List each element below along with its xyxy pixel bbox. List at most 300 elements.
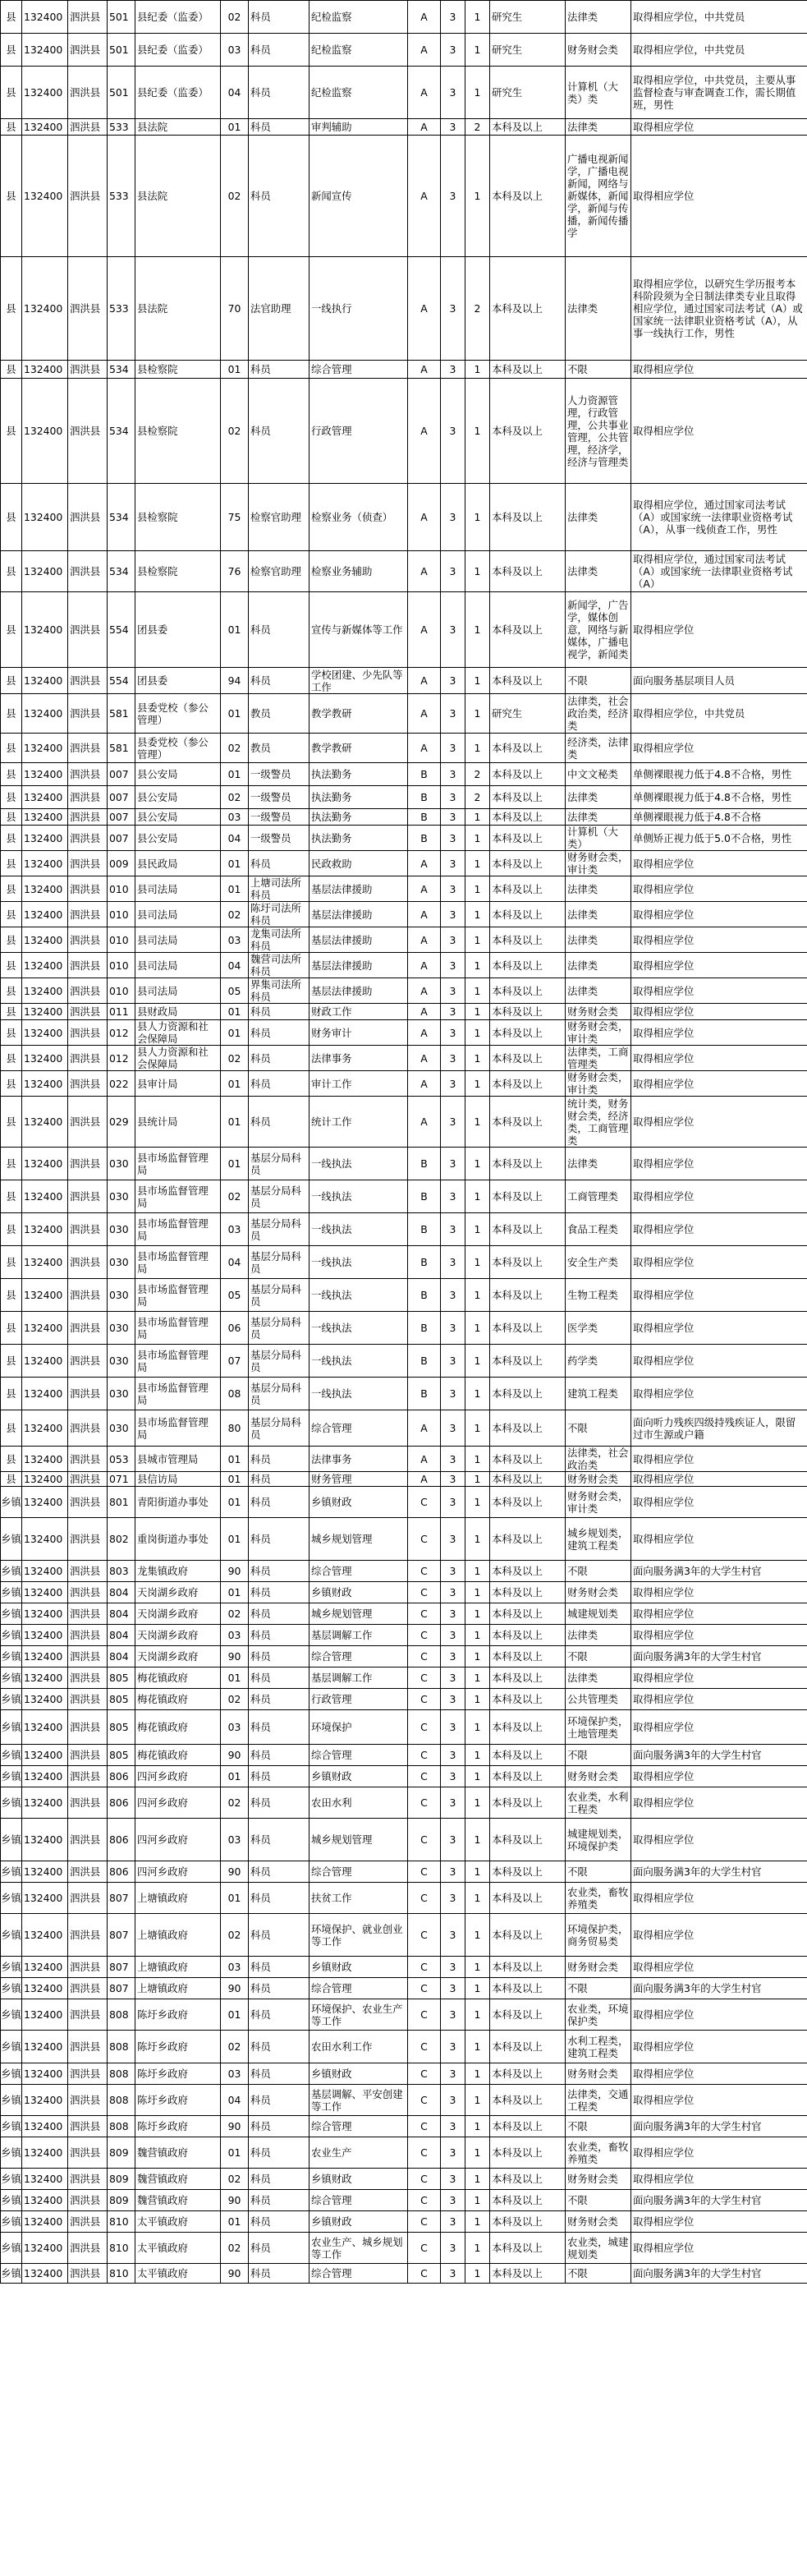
major-cell: 农业类，城建规划类 [566,2233,631,2264]
position-duty-cell: 乡镇财政 [310,2211,408,2233]
exam-class-cell: C [408,2137,441,2169]
level-cell: 县 [1,763,22,786]
table-row [1,1487,807,1518]
position-name-cell: 科员 [249,136,310,257]
education-cell: 本科及以上 [490,1148,566,1180]
position-duty-cell: 民政救助 [310,851,408,876]
table-row [1,1378,807,1410]
level-cell: 乡镇 [1,2031,22,2063]
position-name-cell: 科员 [249,67,310,119]
position-duty-cell: 一线执法 [310,1180,408,1213]
level-cell: 县 [1,1020,22,1046]
education-cell: 本科及以上 [490,1472,566,1487]
major-cell: 城建规划类，环境保护类 [566,1819,631,1861]
exam-class-cell: A [408,1,441,34]
dept-name-cell: 县纪委（监委） [135,1,221,34]
region-code-cell: 132400 [22,902,68,927]
major-cell: 财务财会类，审计类 [566,851,631,876]
region-name-cell: 泗洪县 [68,2031,108,2063]
table-row [1,1046,807,1071]
exam-class-cell: A [408,1472,441,1487]
major-cell: 法律类 [566,484,631,551]
position-code-cell: 02 [221,1603,249,1625]
other-requirements-cell: 取得相应学位 [631,1097,807,1148]
education-cell: 本科及以上 [490,2264,566,2284]
other-requirements-cell: 单侧矫正视力低于5.0不合格，男性 [631,826,807,851]
exam-class-cell: B [408,763,441,786]
education-cell: 本科及以上 [490,2211,566,2233]
dept-name-cell: 县市场监督管理局 [135,1213,221,1246]
level-cell: 县 [1,953,22,978]
position-duty-cell: 行政管理 [310,379,408,484]
count-cell: 1 [465,1020,490,1046]
table-row [1,1472,807,1487]
ratio-cell: 3 [441,851,465,876]
dept-code-cell: 805 [108,1668,135,1689]
region-name-cell: 泗洪县 [68,1312,108,1345]
position-code-cell: 03 [221,1625,249,1646]
other-requirements-cell: 取得相应学位 [631,1914,807,1957]
position-name-cell: 科员 [249,2085,310,2116]
position-name-cell: 科员 [249,1487,310,1518]
ratio-cell: 3 [441,1689,465,1710]
level-cell: 县 [1,826,22,851]
ratio-cell: 3 [441,2085,465,2116]
dept-name-cell: 县市场监督管理局 [135,1410,221,1447]
ratio-cell: 3 [441,953,465,978]
education-cell: 本科及以上 [490,1625,566,1646]
dept-name-cell: 陈圩乡政府 [135,2085,221,2116]
ratio-cell: 3 [441,1668,465,1689]
dept-name-cell: 县纪委（监委） [135,67,221,119]
dept-code-cell: 012 [108,1020,135,1046]
level-cell: 乡镇 [1,1883,22,1914]
position-code-cell: 01 [221,694,249,734]
count-cell: 1 [465,1487,490,1518]
count-cell: 1 [465,1646,490,1668]
position-name-cell: 科员 [249,2137,310,2169]
table-row [1,851,807,876]
position-code-cell: 90 [221,1978,249,1999]
position-code-cell: 01 [221,361,249,379]
level-cell: 县 [1,361,22,379]
other-requirements-cell: 取得相应学位 [631,2233,807,2264]
education-cell: 本科及以上 [490,1957,566,1978]
position-code-cell: 01 [221,851,249,876]
position-name-cell: 基层分局科员 [249,1378,310,1410]
dept-name-cell: 梅花镇政府 [135,1689,221,1710]
position-duty-cell: 农田水利 [310,1787,408,1819]
ratio-cell: 3 [441,1472,465,1487]
count-cell: 2 [465,786,490,809]
level-cell: 县 [1,786,22,809]
dept-code-cell: 807 [108,1914,135,1957]
other-requirements-cell: 取得相应学位 [631,2169,807,2190]
region-name-cell: 泗洪县 [68,2211,108,2233]
education-cell: 本科及以上 [490,484,566,551]
count-cell: 1 [465,2264,490,2284]
table-row [1,1861,807,1883]
dept-name-cell: 龙集镇政府 [135,1561,221,1582]
other-requirements-cell: 取得相应学位 [631,1213,807,1246]
major-cell: 财务财会类，审计类 [566,1071,631,1097]
major-cell: 法律类 [566,978,631,1004]
dept-name-cell: 重岗街道办事处 [135,1518,221,1561]
dept-code-cell: 012 [108,1046,135,1071]
education-cell: 本科及以上 [490,1410,566,1447]
education-cell: 研究生 [490,694,566,734]
count-cell: 1 [465,1603,490,1625]
level-cell: 乡镇 [1,2116,22,2137]
major-cell: 法律类 [566,809,631,826]
education-cell: 本科及以上 [490,1766,566,1787]
level-cell: 县 [1,1180,22,1213]
count-cell: 1 [465,1978,490,1999]
level-cell: 县 [1,1279,22,1312]
level-cell: 县 [1,1071,22,1097]
dept-code-cell: 007 [108,763,135,786]
education-cell: 本科及以上 [490,734,566,763]
region-name-cell: 泗洪县 [68,67,108,119]
ratio-cell: 3 [441,1246,465,1279]
dept-code-cell: 808 [108,2031,135,2063]
count-cell: 1 [465,1180,490,1213]
dept-code-cell: 030 [108,1345,135,1378]
count-cell: 1 [465,1004,490,1020]
level-cell: 县 [1,1213,22,1246]
position-code-cell: 02 [221,902,249,927]
position-name-cell: 科员 [249,2211,310,2233]
education-cell: 本科及以上 [490,2031,566,2063]
ratio-cell: 3 [441,1561,465,1582]
other-requirements-cell: 取得相应学位 [631,1345,807,1378]
major-cell: 农业类，环境保护类 [566,1999,631,2031]
region-code-cell: 132400 [22,2116,68,2137]
dept-name-cell: 太平镇政府 [135,2264,221,2284]
dept-name-cell: 县委党校（参公管理） [135,694,221,734]
education-cell: 本科及以上 [490,551,566,592]
table-row [1,1447,807,1472]
dept-name-cell: 上塘镇政府 [135,1883,221,1914]
count-cell: 1 [465,953,490,978]
major-cell: 不限 [566,2190,631,2211]
major-cell: 水利工程类，建筑工程类 [566,2031,631,2063]
table-row [1,927,807,953]
ratio-cell: 3 [441,361,465,379]
region-code-cell: 132400 [22,876,68,902]
major-cell: 法律类 [566,902,631,927]
position-code-cell: 02 [221,2233,249,2264]
major-cell: 法律类 [566,551,631,592]
dept-code-cell: 533 [108,257,135,361]
count-cell: 1 [465,1745,490,1766]
count-cell: 1 [465,927,490,953]
exam-class-cell: A [408,876,441,902]
ratio-cell: 3 [441,119,465,136]
region-code-cell: 132400 [22,809,68,826]
other-requirements-cell: 面向听力残疾四级持残疾证人，限留过市生源或户籍 [631,1410,807,1447]
dept-name-cell: 县市场监督管理局 [135,1180,221,1213]
ratio-cell: 3 [441,1487,465,1518]
region-code-cell: 132400 [22,1046,68,1071]
other-requirements-cell: 取得相应学位 [631,1472,807,1487]
dept-name-cell: 太平镇政府 [135,2233,221,2264]
position-code-cell: 01 [221,592,249,668]
position-code-cell: 02 [221,734,249,763]
level-cell: 县 [1,1378,22,1410]
level-cell: 乡镇 [1,1861,22,1883]
exam-class-cell: C [408,1603,441,1625]
count-cell: 1 [465,1625,490,1646]
position-name-cell: 科员 [249,1561,310,1582]
table-row [1,1978,807,1999]
ratio-cell: 3 [441,1378,465,1410]
level-cell: 乡镇 [1,1487,22,1518]
count-cell: 1 [465,1213,490,1246]
region-code-cell: 132400 [22,34,68,67]
region-name-cell: 泗洪县 [68,1883,108,1914]
exam-class-cell: C [408,1582,441,1603]
count-cell: 1 [465,2137,490,2169]
ratio-cell: 3 [441,2233,465,2264]
exam-class-cell: B [408,1378,441,1410]
major-cell: 法律类 [566,119,631,136]
table-row [1,1787,807,1819]
position-duty-cell: 财务管理 [310,1472,408,1487]
ratio-cell: 3 [441,2264,465,2284]
education-cell: 本科及以上 [490,1710,566,1745]
position-code-cell: 01 [221,1004,249,1020]
exam-class-cell: C [408,1668,441,1689]
ratio-cell: 3 [441,1710,465,1745]
region-code-cell: 132400 [22,1787,68,1819]
region-code-cell: 132400 [22,2031,68,2063]
region-code-cell: 132400 [22,1246,68,1279]
level-cell: 乡镇 [1,1787,22,1819]
exam-class-cell: C [408,2190,441,2211]
position-code-cell: 07 [221,1345,249,1378]
region-code-cell: 132400 [22,927,68,953]
education-cell: 本科及以上 [490,2137,566,2169]
region-name-cell: 泗洪县 [68,1410,108,1447]
dept-name-cell: 县司法局 [135,876,221,902]
position-code-cell: 03 [221,809,249,826]
region-name-cell: 泗洪县 [68,1097,108,1148]
region-name-cell: 泗洪县 [68,1148,108,1180]
position-code-cell: 90 [221,2116,249,2137]
position-name-cell: 科员 [249,1518,310,1561]
count-cell: 1 [465,484,490,551]
position-duty-cell: 检察业务辅助 [310,551,408,592]
dept-name-cell: 县司法局 [135,978,221,1004]
region-name-cell: 泗洪县 [68,763,108,786]
ratio-cell: 3 [441,826,465,851]
dept-code-cell: 805 [108,1745,135,1766]
position-duty-cell: 综合管理 [310,2116,408,2137]
dept-code-cell: 801 [108,1487,135,1518]
region-code-cell: 132400 [22,763,68,786]
other-requirements-cell: 面向服务满3年的大学生村官 [631,2264,807,2284]
position-name-cell: 科员 [249,1472,310,1487]
count-cell: 1 [465,2169,490,2190]
position-name-cell: 科员 [249,1689,310,1710]
position-code-cell: 02 [221,1046,249,1071]
major-cell: 法律类 [566,1625,631,1646]
level-cell: 县 [1,1046,22,1071]
major-cell: 财务财会类，审计类 [566,1487,631,1518]
major-cell: 新闻学，广告学，媒体创意，网络与新媒体，广播电视学，新闻类 [566,592,631,668]
major-cell: 不限 [566,1410,631,1447]
dept-name-cell: 魏营镇政府 [135,2169,221,2190]
dept-name-cell: 县公安局 [135,763,221,786]
dept-code-cell: 808 [108,2116,135,2137]
dept-code-cell: 808 [108,1999,135,2031]
table-row [1,2085,807,2116]
region-name-cell: 泗洪县 [68,257,108,361]
exam-class-cell: B [408,1345,441,1378]
exam-class-cell: C [408,2063,441,2085]
table-row [1,1561,807,1582]
dept-name-cell: 县市场监督管理局 [135,1279,221,1312]
region-code-cell: 132400 [22,551,68,592]
other-requirements-cell: 取得相应学位 [631,1020,807,1046]
position-duty-cell: 城乡规划管理 [310,1518,408,1561]
region-code-cell: 132400 [22,1213,68,1246]
exam-class-cell: A [408,119,441,136]
other-requirements-cell: 取得相应学位 [631,1689,807,1710]
dept-code-cell: 581 [108,734,135,763]
table-row [1,257,807,361]
exam-class-cell: B [408,826,441,851]
count-cell: 1 [465,1345,490,1378]
count-cell: 1 [465,1378,490,1410]
position-name-cell: 基层分局科员 [249,1246,310,1279]
ratio-cell: 3 [441,2116,465,2137]
ratio-cell: 3 [441,1213,465,1246]
position-name-cell: 科员 [249,668,310,694]
dept-name-cell: 梅花镇政府 [135,1745,221,1766]
region-name-cell: 泗洪县 [68,953,108,978]
exam-class-cell: B [408,1180,441,1213]
dept-code-cell: 807 [108,1978,135,1999]
dept-name-cell: 县市场监督管理局 [135,1378,221,1410]
region-code-cell: 132400 [22,668,68,694]
exam-class-cell: A [408,551,441,592]
exam-class-cell: C [408,2116,441,2137]
dept-name-cell: 县财政局 [135,1004,221,1020]
exam-class-cell: A [408,136,441,257]
position-duty-cell: 纪检监察 [310,34,408,67]
position-name-cell: 上塘司法所科员 [249,876,310,902]
major-cell: 药学类 [566,1345,631,1378]
level-cell: 县 [1,34,22,67]
education-cell: 本科及以上 [490,2063,566,2085]
dept-code-cell: 501 [108,1,135,34]
major-cell: 不限 [566,361,631,379]
region-code-cell: 132400 [22,1745,68,1766]
dept-name-cell: 四河乡政府 [135,1787,221,1819]
exam-class-cell: C [408,1978,441,1999]
count-cell: 1 [465,1410,490,1447]
education-cell: 本科及以上 [490,1246,566,1279]
position-duty-cell: 执法勤务 [310,763,408,786]
dept-name-cell: 陈圩乡政府 [135,2031,221,2063]
region-name-cell: 泗洪县 [68,1518,108,1561]
region-name-cell: 泗洪县 [68,2190,108,2211]
table-row [1,34,807,67]
position-code-cell: 90 [221,1745,249,1766]
dept-name-cell: 县市场监督管理局 [135,1312,221,1345]
position-duty-cell: 基层法律援助 [310,902,408,927]
exam-class-cell: B [408,1246,441,1279]
position-code-cell: 03 [221,1957,249,1978]
major-cell: 法律类，社会政治类，经济类 [566,694,631,734]
level-cell: 乡镇 [1,1625,22,1646]
dept-name-cell: 四河乡政府 [135,1819,221,1861]
position-code-cell: 02 [221,1787,249,1819]
other-requirements-cell: 面向服务满3年的大学生村官 [631,1861,807,1883]
region-name-cell: 泗洪县 [68,668,108,694]
position-name-cell: 科员 [249,1914,310,1957]
dept-name-cell: 县检察院 [135,484,221,551]
region-name-cell: 泗洪县 [68,1345,108,1378]
dept-code-cell: 007 [108,826,135,851]
table-row [1,734,807,763]
position-name-cell: 科员 [249,851,310,876]
position-duty-cell: 执法勤务 [310,809,408,826]
level-cell: 乡镇 [1,1561,22,1582]
position-name-cell: 科员 [249,1004,310,1020]
other-requirements-cell: 取得相应学位 [631,902,807,927]
position-name-cell: 检察官助理 [249,484,310,551]
position-name-cell: 基层分局科员 [249,1345,310,1378]
ratio-cell: 3 [441,1766,465,1787]
table-row [1,1097,807,1148]
level-cell: 县 [1,1447,22,1472]
region-code-cell: 132400 [22,361,68,379]
major-cell: 不限 [566,1745,631,1766]
level-cell: 县 [1,1004,22,1020]
position-duty-cell: 基层法律援助 [310,876,408,902]
education-cell: 本科及以上 [490,1312,566,1345]
count-cell: 1 [465,136,490,257]
level-cell: 县 [1,1148,22,1180]
ratio-cell: 3 [441,1312,465,1345]
position-code-cell: 01 [221,1472,249,1487]
position-duty-cell: 农田水利工作 [310,2031,408,2063]
region-code-cell: 132400 [22,379,68,484]
ratio-cell: 3 [441,484,465,551]
position-code-cell: 04 [221,2085,249,2116]
other-requirements-cell: 面向服务满3年的大学生村官 [631,1978,807,1999]
other-requirements-cell: 取得相应学位 [631,851,807,876]
position-duty-cell: 综合管理 [310,1978,408,1999]
ratio-cell: 3 [441,876,465,902]
major-cell: 财务财会类 [566,2169,631,2190]
region-code-cell: 132400 [22,257,68,361]
region-code-cell: 132400 [22,1978,68,1999]
table-row [1,136,807,257]
position-code-cell: 04 [221,67,249,119]
level-cell: 乡镇 [1,1745,22,1766]
position-duty-cell: 基层调解、平安创建等工作 [310,2085,408,2116]
exam-class-cell: C [408,1710,441,1745]
level-cell: 县 [1,1,22,34]
ratio-cell: 3 [441,1279,465,1312]
dept-code-cell: 053 [108,1447,135,1472]
region-code-cell: 132400 [22,1378,68,1410]
dept-name-cell: 上塘镇政府 [135,1978,221,1999]
